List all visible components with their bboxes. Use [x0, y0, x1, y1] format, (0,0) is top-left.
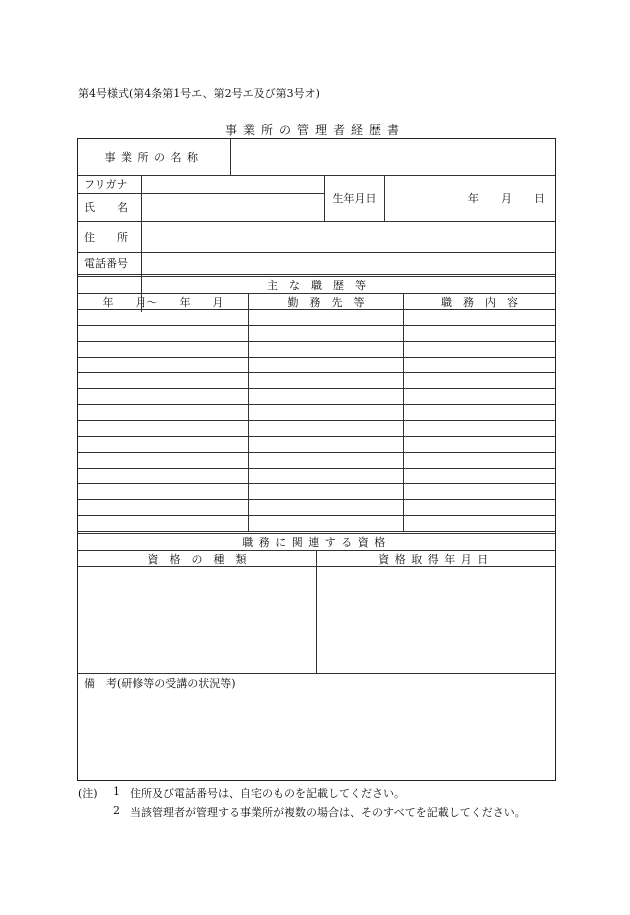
remarks-field[interactable] — [78, 691, 555, 779]
career-row-cell[interactable] — [404, 421, 555, 436]
career-row-cell[interactable] — [404, 342, 555, 357]
career-row-cell[interactable] — [78, 500, 248, 515]
career-row-cell[interactable] — [78, 484, 248, 499]
birth-divider-right — [384, 175, 385, 221]
remarks-label: 備 考(研修等の受講の状況等) — [84, 676, 236, 690]
note-text: 住所及び電話番号は、自宅のものを記載してください。 — [130, 787, 405, 800]
career-row-cell[interactable] — [404, 484, 555, 499]
career-col-duties: 職 務 内 容 — [441, 295, 518, 309]
form-table — [77, 138, 556, 781]
furigana-label: フリガナ — [84, 178, 128, 191]
career-row-cell[interactable] — [78, 310, 248, 325]
career-row-cell[interactable] — [404, 437, 555, 452]
birth-date-label: 生年月日 — [332, 192, 377, 205]
career-row-cell[interactable] — [249, 358, 403, 373]
career-col-employer: 勤 務 先 等 — [287, 295, 365, 309]
career-row-line — [78, 515, 555, 516]
career-row-cell[interactable] — [404, 500, 555, 515]
career-row-cell[interactable] — [404, 358, 555, 373]
career-row-cell[interactable] — [249, 453, 403, 468]
career-row-cell[interactable] — [249, 326, 403, 341]
career-row-cell[interactable] — [404, 516, 555, 531]
career-row-cell[interactable] — [249, 516, 403, 531]
career-row-line — [78, 341, 555, 342]
career-row-cell[interactable] — [249, 405, 403, 420]
career-row-cell[interactable] — [78, 342, 248, 357]
career-row-cell[interactable] — [404, 469, 555, 484]
career-row-cell[interactable] — [78, 453, 248, 468]
career-row-cell[interactable] — [249, 484, 403, 499]
qualification-col-date: 資格取得年月日 — [378, 552, 494, 566]
qualification-type-field[interactable] — [78, 567, 315, 672]
career-section-title: 主 な 職 歴 等 — [267, 279, 366, 292]
career-row-line — [78, 357, 555, 358]
career-row-cell[interactable] — [249, 310, 403, 325]
phone-label: 電話番号 — [84, 257, 128, 270]
career-row-cell[interactable] — [249, 469, 403, 484]
career-row-line — [78, 483, 555, 484]
career-col-divider — [248, 293, 249, 531]
note-text: 当該管理者が管理する事業所が複数の場合は、そのすべてを記載してください。 — [130, 806, 526, 819]
career-row-line — [78, 372, 555, 373]
qualification-date-field[interactable] — [317, 567, 554, 672]
career-row-cell[interactable] — [404, 310, 555, 325]
document-title: 事業所の管理者経歴書 — [224, 123, 405, 137]
note-item — [78, 785, 578, 804]
career-row-cell[interactable] — [249, 389, 403, 404]
row-line — [78, 531, 555, 532]
career-row-cell[interactable] — [249, 342, 403, 357]
career-row-cell[interactable] — [249, 421, 403, 436]
note-number: 2 — [113, 804, 120, 817]
row-line — [78, 274, 555, 275]
career-row-cell[interactable] — [249, 437, 403, 452]
career-row-line — [78, 325, 555, 326]
career-col-divider — [403, 293, 404, 531]
career-row-cell[interactable] — [404, 326, 555, 341]
notes — [78, 785, 578, 823]
career-row-line — [78, 436, 555, 437]
career-row-line — [78, 404, 555, 405]
career-row-cell[interactable] — [78, 389, 248, 404]
career-row-cell[interactable] — [404, 389, 555, 404]
career-col-period: 年 月〜 年 月 — [102, 295, 224, 309]
career-row-cell[interactable] — [78, 405, 248, 420]
notes-label: (注) — [78, 787, 98, 800]
form-number: 第4号様式(第4条第1号エ、第2号エ及び第3号オ) — [78, 87, 320, 100]
note-item — [78, 804, 578, 823]
career-row-cell[interactable] — [78, 469, 248, 484]
career-row-line — [78, 388, 555, 389]
career-row-cell[interactable] — [249, 500, 403, 515]
career-row-line — [78, 420, 555, 421]
career-row-cell[interactable] — [404, 405, 555, 420]
career-row-cell[interactable] — [78, 326, 248, 341]
phone-field[interactable] — [142, 252, 554, 274]
furigana-field[interactable] — [142, 175, 324, 193]
career-row-line — [78, 452, 555, 453]
office-name-field[interactable] — [231, 139, 555, 175]
name-field[interactable] — [142, 194, 324, 220]
career-row-cell[interactable] — [78, 421, 248, 436]
career-row-cell[interactable] — [78, 437, 248, 452]
address-field[interactable] — [142, 221, 554, 252]
address-label: 住 所 — [84, 230, 128, 244]
qualification-section-title: 職務に関連する資格 — [242, 536, 391, 549]
career-row-cell[interactable] — [404, 453, 555, 468]
career-row-cell[interactable] — [78, 358, 248, 373]
birth-date-field[interactable]: 年 月 日 — [468, 192, 545, 205]
name-label: 氏 名 — [84, 201, 128, 214]
qualification-col-type: 資 格 の 種 類 — [147, 552, 247, 566]
career-row-cell[interactable] — [78, 516, 248, 531]
office-name-label: 事業所の名称 — [104, 151, 204, 164]
career-row-cell[interactable] — [249, 373, 403, 388]
career-row-cell[interactable] — [404, 373, 555, 388]
career-row-cell[interactable] — [78, 373, 248, 388]
career-row-line — [78, 499, 555, 500]
note-number: 1 — [113, 785, 120, 798]
career-row-line — [78, 468, 555, 469]
